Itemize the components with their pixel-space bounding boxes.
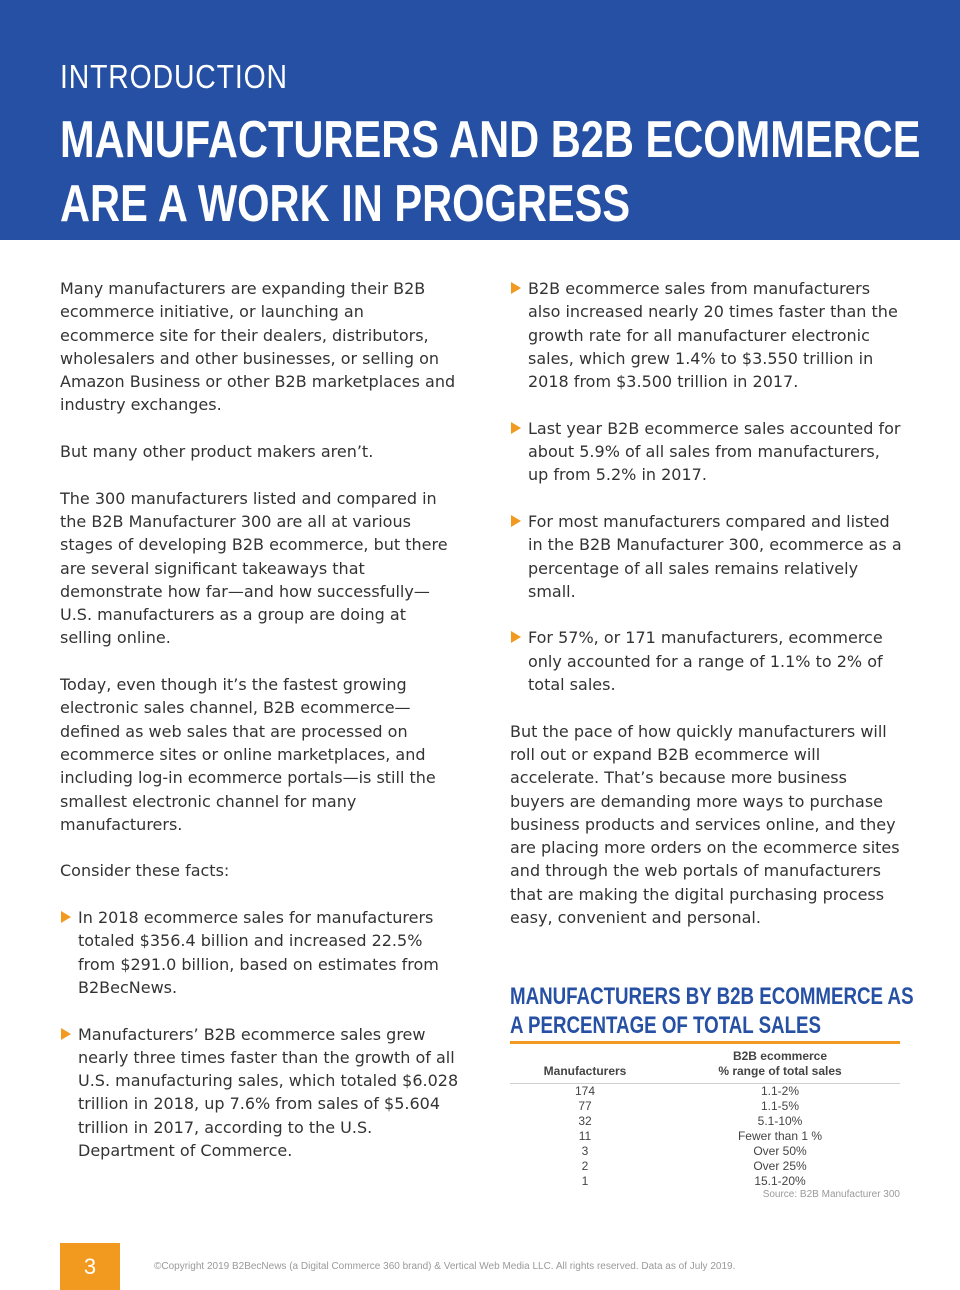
right-column [510, 277, 905, 953]
cell-range: Over 25% [753, 1159, 807, 1173]
table-header-row [510, 1046, 900, 1084]
cell-count: 32 [578, 1114, 592, 1128]
left-column [60, 277, 460, 1186]
page-title [60, 108, 921, 236]
bullet-item [510, 277, 905, 393]
bullet-item [510, 510, 905, 603]
bullet-arrow-icon [511, 631, 521, 643]
cell-count: 174 [574, 1084, 596, 1098]
table-row [510, 1114, 900, 1129]
bullet-arrow-icon [61, 911, 71, 923]
bullet-arrow-icon [511, 282, 521, 294]
column-header-range-line-1: B2B ecommerce [732, 1049, 828, 1063]
header-banner [0, 0, 960, 240]
column-header-range-line-2: % range of total sales [718, 1064, 842, 1078]
table-row [510, 1099, 900, 1114]
table-row [510, 1084, 900, 1100]
bullet-text: For most manufacturers compared and listed in the B2B Manufacturer 300, ecommerce as a percentage of all sales remains relatively small. [528, 511, 902, 601]
title-line-1: MANUFACTURERS AND B2B ECOMMERCE [60, 111, 921, 169]
bullet-arrow-icon [511, 515, 521, 527]
table-title [510, 982, 914, 1040]
cell-count: 11 [578, 1129, 592, 1143]
bullet-item [60, 906, 460, 999]
copyright-footer: ©Copyright 2019 B2BecNews (a Digital Commerce 360 brand) & Vertical Web Media LLC. All rights reserved. Data as of July 2019. [154, 1261, 736, 1272]
bullet-item [60, 1023, 460, 1163]
paragraph: Consider these facts: [60, 861, 230, 881]
page-number: 3 [60, 1243, 120, 1290]
bullet-arrow-icon [511, 422, 521, 434]
bullet-text: For 57%, or 171 manufacturers, ecommerce only accounted for a range of 1.1% to 2% of total sales. [528, 628, 883, 695]
bullet-arrow-icon [61, 1028, 71, 1040]
paragraph: But the pace of how quickly manufacturers will roll out or expand B2B ecommerce will accelerate. That’s because more business buyers are demanding more ways to purchase business products and services online, and they are placing more orders on the ecommerce sites and through the web portals of manufacturers that are making the digital purchasing process easy, convenient and personal. [510, 721, 900, 928]
table-row [510, 1174, 900, 1189]
bullet-text: In 2018 ecommerce sales for manufacturers totaled $356.4 billion and increased 22.5% from $291.0 billion, based on estimates from B2BecNews. [78, 908, 439, 997]
bullet-item [510, 626, 905, 696]
table-row [510, 1129, 900, 1144]
cell-range: Fewer than 1 % [737, 1129, 823, 1143]
column-header-manufacturers: Manufacturers [510, 1046, 660, 1084]
cell-range: 1.1-2% [760, 1084, 800, 1098]
table-source: Source: B2B Manufacturer 300 [762, 1189, 900, 1200]
table-row [510, 1144, 900, 1159]
section-kicker: INTRODUCTION [60, 58, 288, 95]
cell-count: 3 [581, 1144, 589, 1158]
cell-count: 1 [581, 1174, 589, 1188]
table-row [510, 1159, 900, 1174]
title-line-2: ARE A WORK IN PROGRESS [60, 175, 631, 233]
bullet-text: B2B ecommerce sales from manufacturers also increased nearly 20 times faster than the growth rate for all manufacturer electronic sales, which grew 1.4% to $3.550 trillion in 2018 from $3.500 trillion in 2017. [528, 279, 898, 392]
cell-range: 1.1-5% [760, 1099, 800, 1113]
cell-range: Over 50% [753, 1144, 807, 1158]
paragraph: The 300 manufacturers listed and compared in the B2B Manufacturer 300 are all at various stages of developing B2B ecommerce, but there are several significant takeaways that demonstrate how far—and how successfully—U.S. manufacturers as a group are doing at selling online. [60, 488, 448, 648]
paragraph: But many other product makers aren’t. [60, 442, 374, 462]
cell-range: 15.1-20% [754, 1174, 806, 1188]
bullet-item [510, 417, 905, 487]
cell-count: 77 [578, 1099, 592, 1113]
table-title-rule [510, 1041, 900, 1044]
table-title-line-2: A PERCENTAGE OF TOTAL SALES [510, 1012, 821, 1039]
bullet-text: Last year B2B ecommerce sales accounted for about 5.9% of all sales from manufacturers, up from 5.2% in 2017. [528, 418, 901, 485]
paragraph: Many manufacturers are expanding their B2B ecommerce initiative, or launching an ecommerce site for their dealers, distributors, wholesalers and other businesses, or selling on Amazon Business or other B2B marketplaces and industry exchanges. [60, 279, 456, 415]
paragraph: Today, even though it’s the fastest growing electronic sales channel, B2B ecommerce—defined as web sales that are processed on ecommerce sites or online marketplaces, and including log-in ecommerce portals—is still the smallest electronic channel for many manufacturers. [60, 675, 436, 834]
table-title-line-1: MANUFACTURERS BY B2B ECOMMERCE AS [510, 983, 914, 1010]
cell-range: 5.1-10% [757, 1114, 803, 1128]
manufacturers-table [510, 1046, 900, 1189]
cell-count: 2 [581, 1159, 589, 1173]
column-header-range [660, 1046, 900, 1084]
bullet-text: Manufacturers’ B2B ecommerce sales grew nearly three times faster than the growth of all U.S. manufacturing sales, which totaled $6.028 trillion in 2018, up 7.6% from sales of $5.604 trillion in 2017, according to the U.S. Department of Commerce. [78, 1024, 459, 1160]
